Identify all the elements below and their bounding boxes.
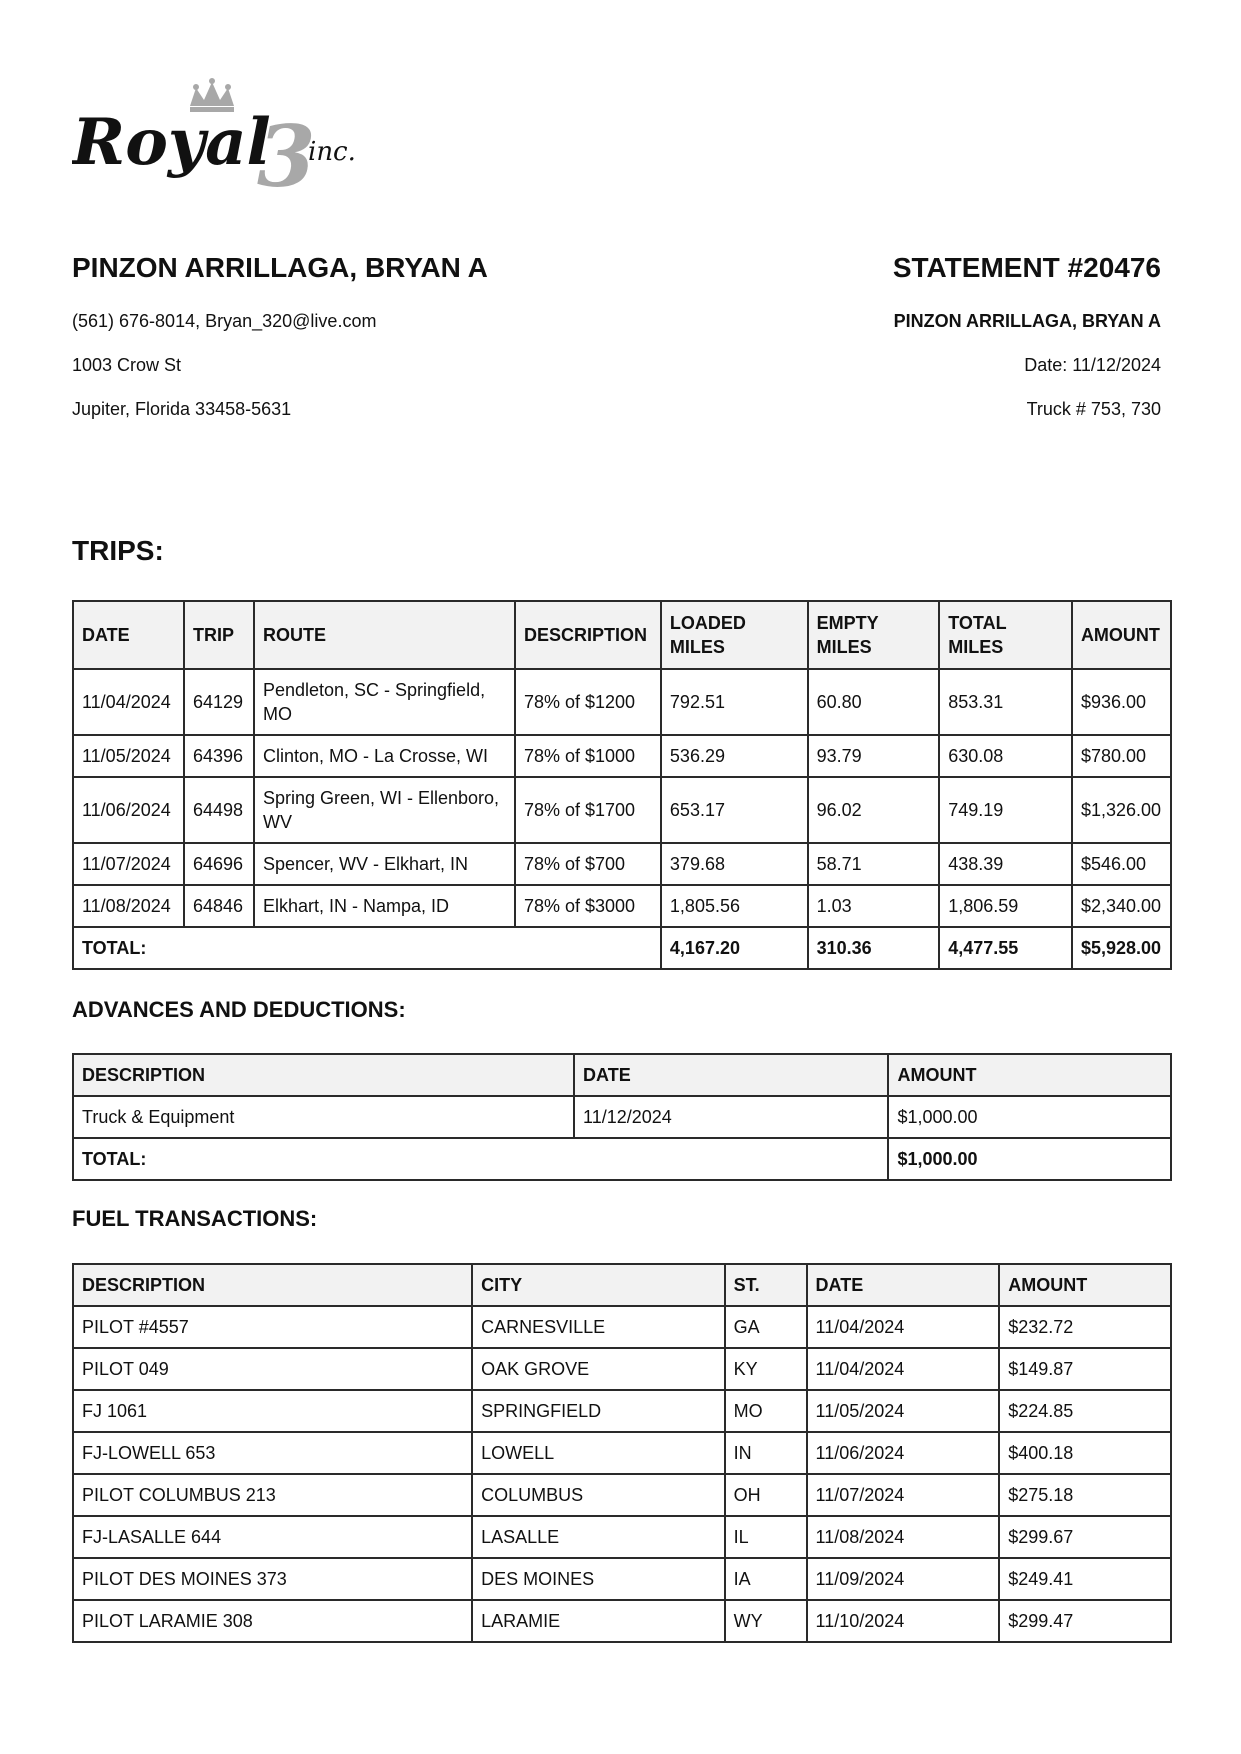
table-row: [73, 735, 1171, 777]
trip-empty-miles: 96.02: [808, 777, 940, 843]
table-row: [73, 1306, 1171, 1348]
fuel-table: [72, 1263, 1172, 1643]
trip-total-miles: 438.39: [939, 843, 1072, 885]
trip-amount: $936.00: [1072, 669, 1171, 735]
trip-empty-miles: 60.80: [808, 669, 940, 735]
statement-date: Date: 11/12/2024: [1024, 355, 1161, 375]
fuel-city: SPRINGFIELD: [472, 1390, 725, 1432]
fuel-date: 11/04/2024: [807, 1306, 1000, 1348]
fuel-amount: $224.85: [999, 1390, 1171, 1432]
trip-total-miles: 1,806.59: [939, 885, 1072, 927]
trips-total-miles: 4,477.55: [939, 927, 1072, 969]
fuel-city: OAK GROVE: [472, 1348, 725, 1390]
advances-total-amount: $1,000.00: [888, 1138, 1171, 1180]
trip-route: Spencer, WV - Elkhart, IN: [254, 843, 515, 885]
table-row: [73, 1348, 1171, 1390]
col-header-loaded-miles: LOADED MILES: [661, 601, 808, 669]
fuel-amount: $299.67: [999, 1516, 1171, 1558]
fuel-city: LOWELL: [472, 1432, 725, 1474]
col-header-date: DATE: [807, 1264, 1000, 1306]
trip-date: 11/04/2024: [73, 669, 184, 735]
trip-number: 64696: [184, 843, 254, 885]
statement-name: PINZON ARRILLAGA, BRYAN A: [893, 311, 1161, 331]
fuel-city: DES MOINES: [472, 1558, 725, 1600]
trips-total-empty: 310.36: [808, 927, 940, 969]
col-header-date: DATE: [73, 601, 184, 669]
fuel-description: FJ-LASALLE 644: [73, 1516, 472, 1558]
fuel-state: WY: [725, 1600, 807, 1642]
trips-total-loaded: 4,167.20: [661, 927, 808, 969]
table-row: [73, 777, 1171, 843]
statement-info: [601, 250, 1161, 420]
trip-date: 11/08/2024: [73, 885, 184, 927]
trip-description: 78% of $3000: [515, 885, 661, 927]
advances-header-row: [73, 1054, 1171, 1096]
driver-contact: (561) 676-8014, Bryan_320@live.com: [72, 311, 377, 331]
royal3-logo-mark: [72, 78, 392, 198]
driver-address-line2: Jupiter, Florida 33458-5631: [72, 399, 292, 419]
fuel-amount: $149.87: [999, 1348, 1171, 1390]
fuel-date: 11/08/2024: [807, 1516, 1000, 1558]
company-logo: [72, 78, 392, 198]
fuel-date: 11/10/2024: [807, 1600, 1000, 1642]
table-row: [73, 1432, 1171, 1474]
col-header-date: DATE: [574, 1054, 888, 1096]
fuel-description: PILOT DES MOINES 373: [73, 1558, 472, 1600]
trip-number: 64846: [184, 885, 254, 927]
trip-number: 64396: [184, 735, 254, 777]
trips-total-amount: $5,928.00: [1072, 927, 1171, 969]
trip-route: Clinton, MO - La Crosse, WI: [254, 735, 515, 777]
fuel-state: KY: [725, 1348, 807, 1390]
driver-address-line1: 1003 Crow St: [72, 355, 182, 375]
table-row: [73, 1096, 1171, 1138]
trip-empty-miles: 1.03: [808, 885, 940, 927]
trip-date: 11/07/2024: [73, 843, 184, 885]
col-header-trip: TRIP: [184, 601, 254, 669]
trip-amount: $546.00: [1072, 843, 1171, 885]
col-header-amount: AMOUNT: [1072, 601, 1171, 669]
col-header-description: DESCRIPTION: [73, 1054, 574, 1096]
trip-loaded-miles: 379.68: [661, 843, 808, 885]
fuel-state: IA: [725, 1558, 807, 1600]
trip-route: Pendleton, SC - Springfield, MO: [254, 669, 515, 735]
trip-amount: $780.00: [1072, 735, 1171, 777]
fuel-amount: $299.47: [999, 1600, 1171, 1642]
trip-number: 64498: [184, 777, 254, 843]
table-row: [73, 1600, 1171, 1642]
col-header-amount: AMOUNT: [999, 1264, 1171, 1306]
fuel-description: FJ 1061: [73, 1390, 472, 1432]
fuel-date: 11/07/2024: [807, 1474, 1000, 1516]
fuel-date: 11/04/2024: [807, 1348, 1000, 1390]
trip-loaded-miles: 1,805.56: [661, 885, 808, 927]
fuel-amount: $249.41: [999, 1558, 1171, 1600]
trips-header-row: [73, 601, 1171, 669]
trip-amount: $1,326.00: [1072, 777, 1171, 843]
trip-description: 78% of $700: [515, 843, 661, 885]
fuel-city: LARAMIE: [472, 1600, 725, 1642]
col-header-empty-miles: EMPTY MILES: [808, 601, 940, 669]
col-header-total-miles: TOTAL MILES: [939, 601, 1072, 669]
fuel-description: PILOT #4557: [73, 1306, 472, 1348]
fuel-amount: $232.72: [999, 1306, 1171, 1348]
fuel-city: COLUMBUS: [472, 1474, 725, 1516]
fuel-title: FUEL TRANSACTIONS:: [72, 1206, 318, 1231]
statement-truck: Truck # 753, 730: [1026, 399, 1161, 419]
trip-loaded-miles: 653.17: [661, 777, 808, 843]
fuel-header-row: [73, 1264, 1171, 1306]
advances-table: [72, 1053, 1172, 1181]
fuel-state: IL: [725, 1516, 807, 1558]
trip-empty-miles: 93.79: [808, 735, 940, 777]
fuel-description: PILOT 049: [73, 1348, 472, 1390]
fuel-state: OH: [725, 1474, 807, 1516]
trips-total-row: [73, 927, 1171, 969]
table-row: [73, 1516, 1171, 1558]
table-row: [73, 843, 1171, 885]
advances-total-row: [73, 1138, 1171, 1180]
col-header-route: ROUTE: [254, 601, 515, 669]
fuel-state: GA: [725, 1306, 807, 1348]
svg-text:3: 3: [257, 107, 316, 198]
advance-description: Truck & Equipment: [73, 1096, 574, 1138]
svg-text:inc.: inc.: [308, 137, 356, 167]
trip-total-miles: 853.31: [939, 669, 1072, 735]
fuel-state: IN: [725, 1432, 807, 1474]
fuel-amount: $275.18: [999, 1474, 1171, 1516]
advance-date: 11/12/2024: [574, 1096, 888, 1138]
trip-description: 78% of $1000: [515, 735, 661, 777]
trip-total-miles: 630.08: [939, 735, 1072, 777]
driver-name: PINZON ARRILLAGA, BRYAN A: [72, 252, 488, 283]
svg-text:Royal: Royal: [72, 105, 271, 180]
statement-title: STATEMENT #20476: [892, 252, 1161, 283]
fuel-description: FJ-LOWELL 653: [73, 1432, 472, 1474]
table-row: [73, 1390, 1171, 1432]
trip-description: 78% of $1200: [515, 669, 661, 735]
fuel-state: MO: [725, 1390, 807, 1432]
col-header-description: DESCRIPTION: [73, 1264, 472, 1306]
fuel-description: PILOT COLUMBUS 213: [73, 1474, 472, 1516]
fuel-date: 11/06/2024: [807, 1432, 1000, 1474]
advances-title: ADVANCES AND DEDUCTIONS:: [72, 997, 406, 1022]
col-header-city: CITY: [472, 1264, 725, 1306]
fuel-description: PILOT LARAMIE 308: [73, 1600, 472, 1642]
trip-amount: $2,340.00: [1072, 885, 1171, 927]
col-header-description: DESCRIPTION: [515, 601, 661, 669]
fuel-city: LASALLE: [472, 1516, 725, 1558]
fuel-date: 11/09/2024: [807, 1558, 1000, 1600]
trip-route: Elkhart, IN - Nampa, ID: [254, 885, 515, 927]
trips-total-label: TOTAL:: [73, 927, 661, 969]
driver-info: [72, 250, 632, 420]
trip-number: 64129: [184, 669, 254, 735]
trip-route: Spring Green, WI - Ellenboro, WV: [254, 777, 515, 843]
trip-description: 78% of $1700: [515, 777, 661, 843]
table-row: [73, 885, 1171, 927]
table-row: [73, 1558, 1171, 1600]
trip-empty-miles: 58.71: [808, 843, 940, 885]
col-header-state: ST.: [725, 1264, 807, 1306]
trip-date: 11/06/2024: [73, 777, 184, 843]
table-row: [73, 1474, 1171, 1516]
trip-loaded-miles: 536.29: [661, 735, 808, 777]
trips-table: [72, 600, 1172, 970]
table-row: [73, 669, 1171, 735]
col-header-amount: AMOUNT: [888, 1054, 1171, 1096]
advances-total-label: TOTAL:: [73, 1138, 888, 1180]
trip-loaded-miles: 792.51: [661, 669, 808, 735]
trips-title: TRIPS:: [72, 535, 164, 566]
fuel-date: 11/05/2024: [807, 1390, 1000, 1432]
advance-amount: $1,000.00: [888, 1096, 1171, 1138]
trip-total-miles: 749.19: [939, 777, 1072, 843]
fuel-city: CARNESVILLE: [472, 1306, 725, 1348]
trip-date: 11/05/2024: [73, 735, 184, 777]
fuel-amount: $400.18: [999, 1432, 1171, 1474]
